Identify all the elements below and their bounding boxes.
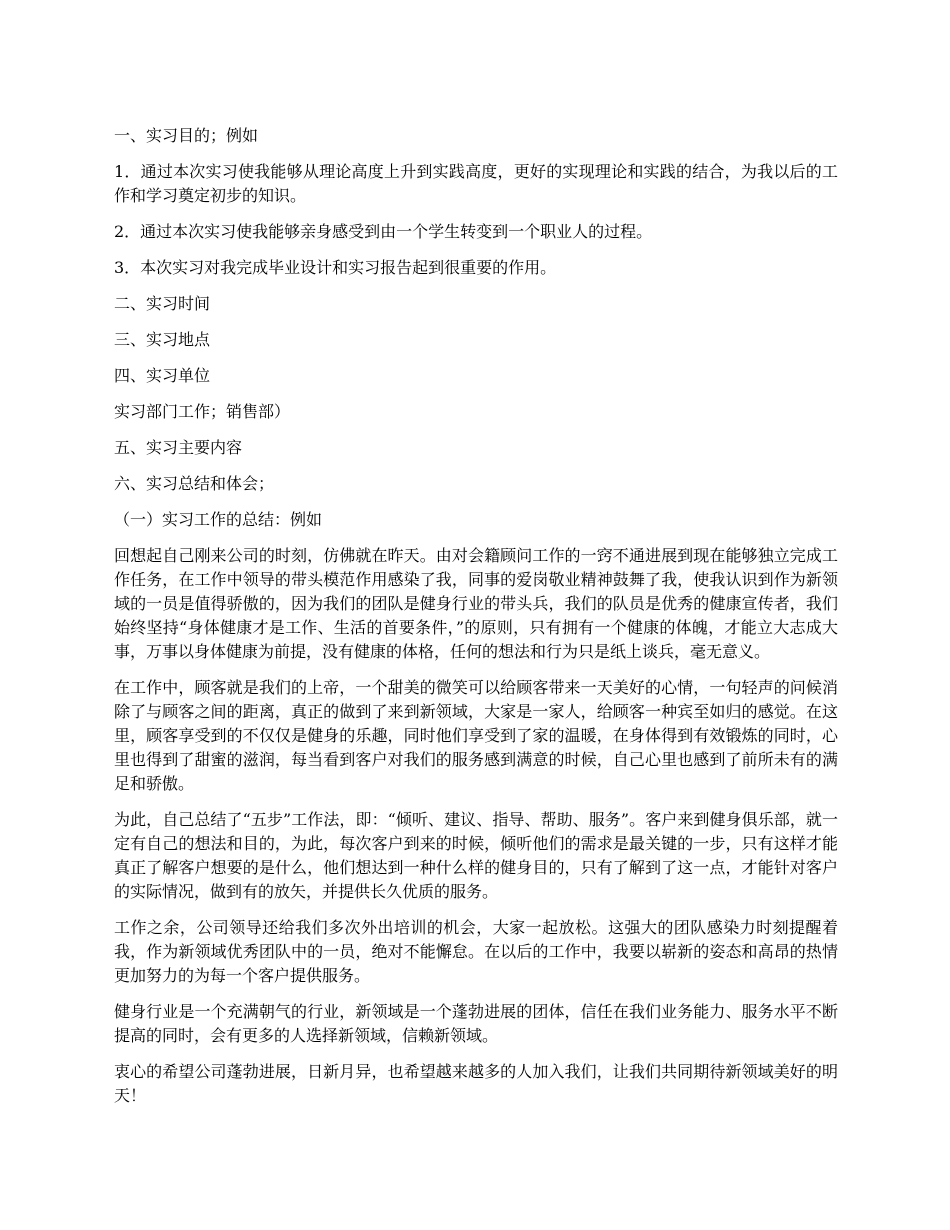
- section-heading-location: 三、实习地点: [114, 330, 211, 349]
- section-heading-summary: 六、实习总结和体会；: [114, 474, 275, 493]
- body-paragraph-4: 工作之余，公司领导还给我们多次外出培训的机会，大家一起放松。这强大的团队感染力时刻提醒着我，作为新领域优秀团队中的一员，绝对不能懈怠。在以后的工作中，我要以崭新的姿态和高昂的热情更加努力的为每一个客户提供服务。: [114, 918, 838, 985]
- body-paragraph-6: 衷心的希望公司蓬勃进展，日新月异，也希望越来越多的人加入我们，让我们共同期待新领域美好的明天！: [114, 1062, 838, 1105]
- subsection-heading-work-summary: （一）实习工作的总结：例如: [114, 510, 323, 529]
- body-paragraph-2: 在工作中，顾客就是我们的上帝，一个甜美的微笑可以给顾客带来一天美好的心情，一句轻声的问候消除了与顾客之间的距离，真正的做到了来到新领域，大家是一家人，给顾客一种宾至如归的感觉。在这里，顾客享受到的不仅仅是健身的乐趣，同时他们享受到了家的温暖，在身体得到有效锻炼的同时，心里也得到了甜蜜的滋润，每当看到客户对我们的服务感到满意的时候，自己心里也感到了前所未有的满足和骄傲。: [114, 678, 838, 793]
- body-paragraph-5: 健身行业是一个充满朝气的行业，新领域是一个蓬勃进展的团体，信任在我们业务能力、服务水平不断提高的同时，会有更多的人选择新领域，信赖新领域。: [114, 1002, 838, 1045]
- body-paragraph-1: 回想起自己刚来公司的时刻，仿佛就在昨天。由对会籍顾问工作的一窍不通进展到现在能够独立完成工作任务，在工作中领导的带头模范作用感染了我，同事的爱岗敬业精神鼓舞了我，使我认识到作为新领域的一员是值得骄傲的，因为我们的团队是健身行业的带头兵，我们的队员是优秀的健康宣传者，我们始终坚持“身体健康才是工作、生活的首要条件，”的原则，只有拥有一个健康的体魄，才能立大志成大事，万事以身体健康为前提，没有健康的体格，任何的想法和行为只是纸上谈兵，毫无意义。: [114, 546, 838, 661]
- purpose-item-1: 1．通过本次实习使我能够从理论高度上升到实践高度，更好的实现理论和实践的结合，为我以后的工作和学习奠定初步的知识。: [114, 162, 838, 205]
- section-heading-content: 五、实习主要内容: [114, 438, 243, 457]
- section-heading-unit: 四、实习单位: [114, 366, 211, 385]
- purpose-item-3: 3．本次实习对我完成毕业设计和实习报告起到很重要的作用。: [114, 258, 557, 277]
- department-line: 实习部门工作；销售部）: [114, 402, 291, 421]
- body-paragraph-3: 为此，自己总结了“五步”工作法，即：“倾听、建议、指导、帮助、服务”。客户来到健身俱乐部，就一定有自己的想法和目的，为此，每次客户到来的时候，倾听他们的需求是最关键的一步，只有这样才能真正了解客户想要的是什么，他们想达到一种什么样的健身目的，只有了解到了这一点，才能针对客户的实际情况，做到有的放矢，并提供长久优质的服务。: [114, 810, 838, 901]
- section-heading-time: 二、实习时间: [114, 294, 211, 313]
- document-page: [114, 124, 838, 1120]
- purpose-item-2: 2．通过本次实习使我能够亲身感受到由一个学生转变到一个职业人的过程。: [114, 222, 653, 241]
- section-heading-purpose: 一、实习目的；例如: [114, 126, 259, 145]
